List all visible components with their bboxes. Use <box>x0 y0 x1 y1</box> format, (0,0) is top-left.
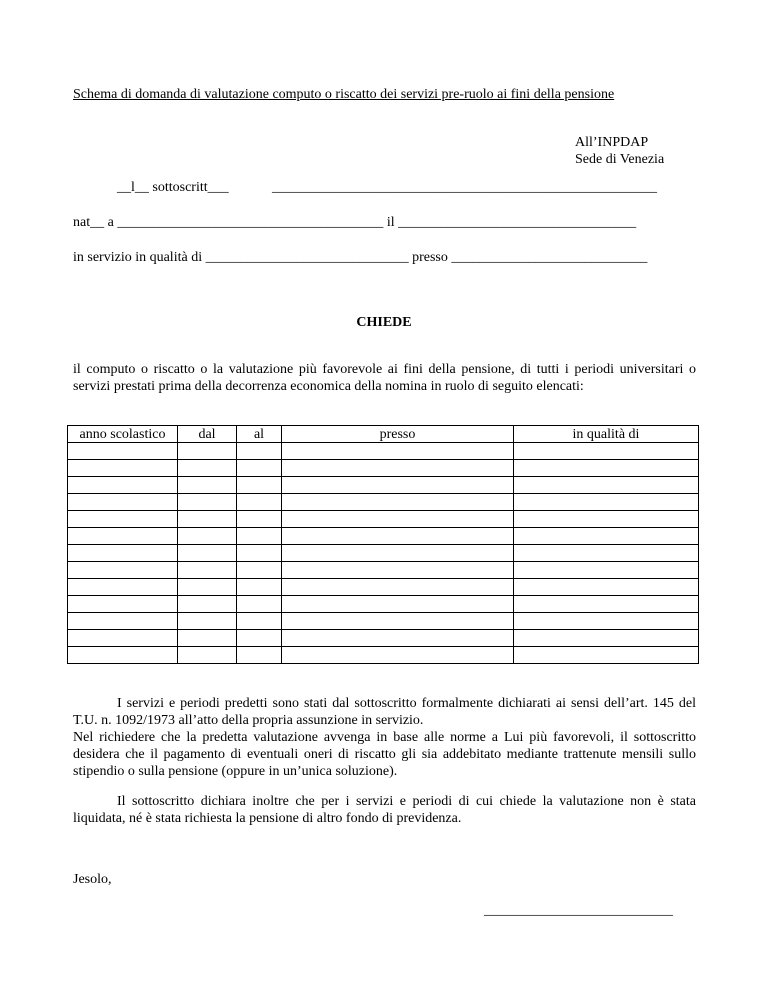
table-cell[interactable] <box>68 460 178 477</box>
table-cell[interactable] <box>237 579 282 596</box>
table-cell[interactable] <box>178 613 237 630</box>
column-header-dal: dal <box>178 426 237 443</box>
table-cell[interactable] <box>514 630 699 647</box>
table-cell[interactable] <box>178 528 237 545</box>
table-cell[interactable] <box>282 477 514 494</box>
table-cell[interactable] <box>514 443 699 460</box>
table-cell[interactable] <box>237 596 282 613</box>
table-cell[interactable] <box>68 477 178 494</box>
table-row <box>68 511 699 528</box>
table-cell[interactable] <box>178 647 237 664</box>
table-row <box>68 579 699 596</box>
table-cell[interactable] <box>514 528 699 545</box>
table-cell[interactable] <box>282 613 514 630</box>
signature-field[interactable]: ___________________________ <box>484 903 673 918</box>
document-title: Schema di domanda di valutazione computo o riscatto dei servizi pre-ruolo ai fini della pensione <box>73 87 615 102</box>
table-row <box>68 443 699 460</box>
recipient-line-2: Sede di Venezia <box>575 152 665 167</box>
table-cell[interactable] <box>237 647 282 664</box>
chiede-heading: CHIEDE <box>356 315 412 330</box>
table-cell[interactable] <box>514 494 699 511</box>
table-cell[interactable] <box>237 630 282 647</box>
table-cell[interactable] <box>282 528 514 545</box>
table-cell[interactable] <box>282 494 514 511</box>
table-cell[interactable] <box>178 511 237 528</box>
birth-place-date-field[interactable]: nat__ a ______________________________________ il __________________________________ <box>73 215 637 230</box>
table-cell[interactable] <box>68 630 178 647</box>
table-cell[interactable] <box>237 443 282 460</box>
service-role-field[interactable]: in servizio in qualità di _____________________________ presso ____________________________ <box>73 250 648 265</box>
table-cell[interactable] <box>514 613 699 630</box>
table-cell[interactable] <box>237 613 282 630</box>
table-cell[interactable] <box>68 596 178 613</box>
table-cell[interactable] <box>178 596 237 613</box>
table-header-row <box>68 426 699 443</box>
table-cell[interactable] <box>514 562 699 579</box>
table-cell[interactable] <box>237 528 282 545</box>
table-cell[interactable] <box>282 562 514 579</box>
table-cell[interactable] <box>68 443 178 460</box>
column-header-presso: presso <box>282 426 514 443</box>
table-cell[interactable] <box>514 511 699 528</box>
table-row <box>68 647 699 664</box>
table-cell[interactable] <box>282 443 514 460</box>
table-cell[interactable] <box>178 443 237 460</box>
table-cell[interactable] <box>237 460 282 477</box>
intro-paragraph: il computo o riscatto o la valutazione più favorevole ai fini della pensione, di tutti i periodi universitari o servizi prestati prima della decorrenza economica della nomina in ruolo di seguito elencati: <box>73 362 696 394</box>
table-cell[interactable] <box>282 579 514 596</box>
table-cell[interactable] <box>178 630 237 647</box>
table-cell[interactable] <box>237 562 282 579</box>
table-row <box>68 545 699 562</box>
table-cell[interactable] <box>514 460 699 477</box>
table-row <box>68 460 699 477</box>
table-cell[interactable] <box>514 477 699 494</box>
declaration-paragraph-1: I servizi e periodi predetti sono stati dal sottoscritto formalmente dichiarati ai sensi dell’art. 145 del T.U. n. 1092/1973 all’atto della propria assunzione in servizio. <box>73 696 696 728</box>
table-cell[interactable] <box>68 494 178 511</box>
table-cell[interactable] <box>68 562 178 579</box>
signer-label: __l__ sottoscritt___ <box>117 180 229 195</box>
table-row <box>68 596 699 613</box>
table-cell[interactable] <box>68 511 178 528</box>
declaration-paragraph-3: Il sottoscritto dichiara inoltre che per i servizi e periodi di cui chiede la valutazione non è stata liquidata, né è stata richiesta la pensione di altro fondo di previdenza. <box>73 794 696 826</box>
table-row <box>68 494 699 511</box>
table-cell[interactable] <box>282 545 514 562</box>
table-cell[interactable] <box>237 545 282 562</box>
service-periods-table <box>67 425 699 664</box>
table-cell[interactable] <box>68 579 178 596</box>
signer-name-field[interactable]: _______________________________________________________ <box>272 180 657 195</box>
table-cell[interactable] <box>178 545 237 562</box>
table-cell[interactable] <box>68 528 178 545</box>
table-cell[interactable] <box>282 596 514 613</box>
place-label: Jesolo, <box>73 872 112 887</box>
table-cell[interactable] <box>237 477 282 494</box>
table-cell[interactable] <box>514 579 699 596</box>
recipient-line-1: All’INPDAP <box>575 135 649 150</box>
table-cell[interactable] <box>282 511 514 528</box>
table-cell[interactable] <box>237 511 282 528</box>
table-cell[interactable] <box>514 647 699 664</box>
declaration-paragraph-2: Nel richiedere che la predetta valutazione avvenga in base alle norme a Lui più favorevoli, il sottoscritto desidera che il pagamento di eventuali oneri di riscatto gli sia addebitato mediante trattenute mensili sullo stipendio o sulla pensione (oppure in un’unica soluzione). <box>73 730 696 779</box>
table-row <box>68 613 699 630</box>
table-cell[interactable] <box>282 460 514 477</box>
table-cell[interactable] <box>282 647 514 664</box>
table-cell[interactable] <box>178 460 237 477</box>
column-header-anno-scolastico: anno scolastico <box>68 426 178 443</box>
table-cell[interactable] <box>68 545 178 562</box>
column-header-in-qualita-di: in qualità di <box>514 426 699 443</box>
table-cell[interactable] <box>178 579 237 596</box>
column-header-al: al <box>237 426 282 443</box>
table-cell[interactable] <box>282 630 514 647</box>
table-cell[interactable] <box>178 477 237 494</box>
table-cell[interactable] <box>68 647 178 664</box>
table-cell[interactable] <box>237 494 282 511</box>
table-cell[interactable] <box>68 613 178 630</box>
table-body <box>68 443 699 664</box>
table-row <box>68 562 699 579</box>
table-row <box>68 630 699 647</box>
table-row <box>68 528 699 545</box>
table-cell[interactable] <box>514 545 699 562</box>
table-cell[interactable] <box>514 596 699 613</box>
table-cell[interactable] <box>178 494 237 511</box>
table-cell[interactable] <box>178 562 237 579</box>
table-row <box>68 477 699 494</box>
